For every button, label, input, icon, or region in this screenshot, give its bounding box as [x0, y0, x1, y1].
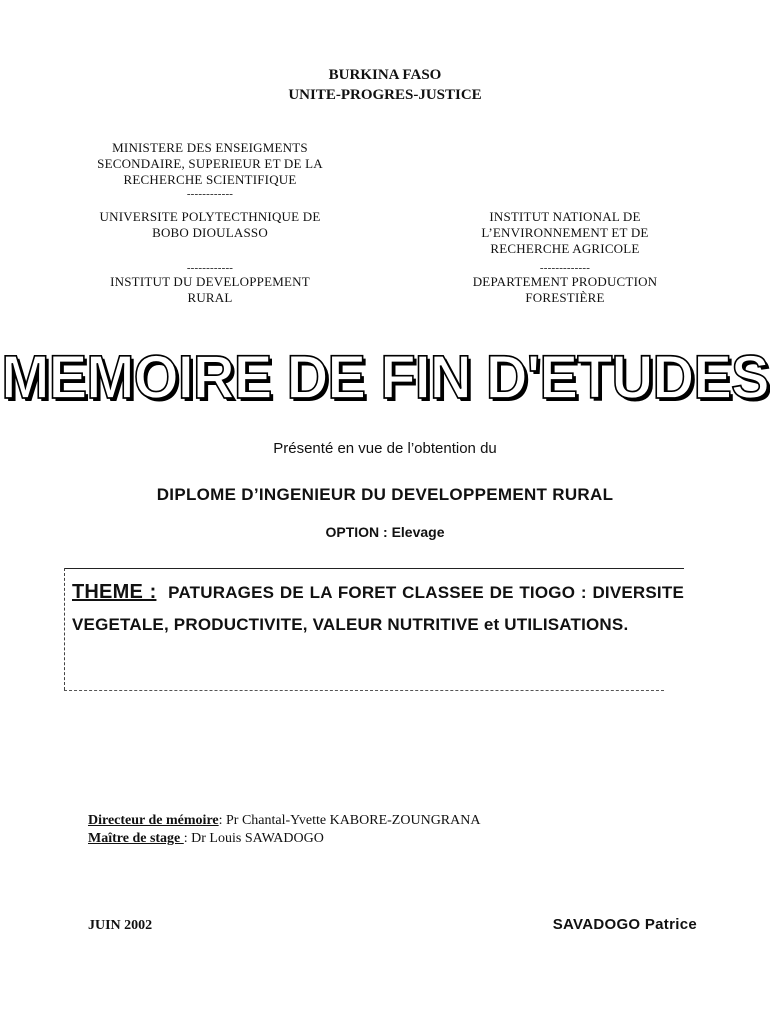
separator: ------------: [186, 262, 234, 274]
master-line: [88, 830, 480, 848]
option-text: OPTION : Elevage: [325, 524, 445, 540]
master-label: Maître de stage: [88, 831, 184, 846]
director-line: [88, 812, 480, 830]
ministry-line-2: SECONDAIRE, SUPERIEUR ET DE LA: [97, 156, 323, 171]
theme-text: [72, 576, 684, 641]
inera-line-1: INSTITUT NATIONAL DE: [489, 209, 641, 224]
supervision-block: [88, 812, 480, 848]
presented-text: Présenté en vue de l’obtention du: [273, 440, 497, 457]
country-name: BURKINA FASO: [328, 67, 442, 83]
theme-box-bottom-border: [64, 690, 664, 691]
theme-box-left-border: [64, 568, 65, 690]
inera-block: [420, 209, 710, 257]
date: JUIN 2002: [88, 918, 153, 933]
inera-line-3: RECHERCHE AGRICOLE: [490, 241, 640, 256]
idr-line-1: INSTITUT DU DEVELOPPEMENT: [110, 274, 310, 289]
idr-block: [60, 262, 360, 306]
country-motto: UNITE-PROGRES-JUSTICE: [288, 87, 482, 103]
diplome-title: DIPLOME D’INGENIEUR DU DEVELOPPEMENT RURAL: [156, 485, 614, 504]
theme-label: THEME :: [72, 581, 157, 603]
ministry-line-1: MINISTERE DES ENSEIGMENTS: [112, 140, 308, 155]
department-line-1: DEPARTEMENT PRODUCTION: [472, 274, 658, 289]
director-label: Directeur de mémoire: [88, 813, 219, 828]
theme-content: PATURAGES DE LA FORET CLASSEE DE TIOGO : DIVERSITE VEGETALE, PRODUCTIVITE, VALEUR NUTRITIVE et UTILISATIONS.: [72, 583, 684, 634]
memoire-title: MEMOIRE DE FIN D'ETUDES: [1, 343, 769, 412]
author-name: SAVADOGO Patrice: [552, 916, 697, 933]
theme-box-top-border: [64, 568, 684, 569]
idr-line-2: RURAL: [187, 290, 233, 305]
inera-line-2: L’ENVIRONNEMENT ET DE: [481, 225, 649, 240]
master-value: : Dr Louis SAWADOGO: [183, 831, 324, 846]
separator: -------------: [539, 262, 591, 274]
separator: ------------: [186, 188, 234, 200]
ministry-line-3: RECHERCHE SCIENTIFIQUE: [123, 172, 297, 187]
ministry-block: [60, 140, 360, 200]
director-value: : Pr Chantal-Yvette KABORE-ZOUNGRANA: [218, 813, 481, 828]
department-line-2: FORESTIÈRE: [525, 290, 605, 305]
university-line-1: UNIVERSITE POLYTECTHNIQUE DE: [99, 209, 321, 224]
department-block: [420, 262, 710, 306]
theme-box: [64, 568, 684, 690]
university-line-2: BOBO DIOULASSO: [152, 225, 268, 240]
country-header: [0, 65, 770, 105]
university-block: [60, 209, 360, 241]
